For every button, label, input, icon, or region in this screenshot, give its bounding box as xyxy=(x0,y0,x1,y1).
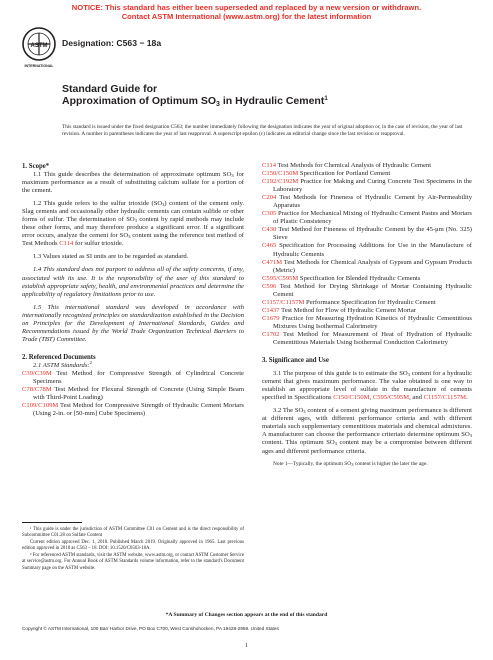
designation: Designation: C563 − 18a xyxy=(62,38,162,48)
section-2-heading: 2. Referenced Documents xyxy=(22,353,96,361)
ref-link-c1157[interactable]: C1157/C1157M xyxy=(423,394,466,402)
reference-title: Practice for Mechanical Mixing of Hydraulic Cement Pastes and Mortars of Plastic Consistency xyxy=(273,210,472,226)
paragraph-1-2: 1.2 This guide refers to the sulfur trioxide $(SO_3)$ content of the cement only. Slag cements and occasionally other hydraulic cements can contain sulfide or other forms of sulfur. The determination of $SO_3$ content by rapid methods may include these other forms, and may therefore produce a significant error. If a significant error occurs, analyze the cement for $SO_3$ content using the reference test method of Test Methods C114 for sulfur trioxide. xyxy=(22,200,245,248)
reference-title: Specification for Portland Cement xyxy=(298,170,391,178)
reference-item xyxy=(22,370,244,386)
reference-link[interactable]: C109/C109M xyxy=(22,402,59,410)
reference-link[interactable]: C150/C150M xyxy=(262,170,299,178)
reference-item xyxy=(262,315,472,331)
reference-link[interactable]: C39/C39M xyxy=(22,369,52,377)
reference-link[interactable]: C471M xyxy=(262,258,283,266)
astm-logo-icon xyxy=(22,26,56,72)
reference-link[interactable]: C1437 xyxy=(262,306,280,314)
paragraph-1-4: 1.4 This standard does not purport to address all of the safety concerns, if any, associated with its use. It is the responsibility of the user of this standard to establish appropriate safety, health, and environmental practices and determine the applicability of regulatory limitations prior to use. xyxy=(22,266,244,298)
reference-link[interactable]: C1157/C1157M xyxy=(262,298,305,306)
designation-explanation: This standard is issued under the fixed designation C563; the number immediately following the designation indicates the year of original adoption or, in the case of revision, the year of last revision. A number in parentheses indicates the year of last reapproval. A superscript epsilon (ε) indicates an editorial change since the last revision or reapproval. xyxy=(62,124,463,137)
ref-link-c114[interactable]: C114 xyxy=(59,240,74,248)
paragraph-1-3: 1.3 Values stated as SI units are to be regarded as standard. xyxy=(33,253,189,261)
summary-of-changes-notice: *A Summary of Changes section appears at the end of this standard xyxy=(165,612,328,618)
reference-title: Test Method for Compressive Strength of Hydraulic Cement Mortars (Using 2-in. or [50-mm] Cube Specimens) xyxy=(33,402,244,418)
reference-link[interactable]: C204 xyxy=(262,194,277,202)
reference-title: Test Method for Fineness of Hydraulic Cement by the 45-μm (No. 325) Sieve xyxy=(273,226,472,242)
paragraph-1-5: 1.5 This international standard was developed in accordance with internationally recognized principles on standardization established in the Decision on Principles for the Development of International Standards, Guides and Recommendations issued by the World Trade Organization Technical Barriers to Trade (TBT) Committee. xyxy=(22,303,244,343)
svg-text:ASTM: ASTM xyxy=(30,43,48,49)
reference-link[interactable]: C1702 xyxy=(262,330,280,338)
reference-link[interactable]: C305 xyxy=(262,210,277,218)
reference-item xyxy=(262,194,472,210)
paragraph-3-2: 3.2 The $SO_3$ content of a cement giving maximum performance is different at different ages, with different performance criteria and with different materials such supplementary cementitious materials and chemical admixtures. A manufacturer can choose the performance criteriato determine optimum $SO_3$ content. This optimum $SO_3$ content may be a compromise between different ages and different performance criteria. xyxy=(262,407,472,455)
reference-item xyxy=(262,299,472,307)
reference-link[interactable]: C595/C595M xyxy=(262,274,299,282)
reference-title: Test Method for Drying Shrinkage of Mortar Containing Hydraulic Cement xyxy=(273,282,472,298)
reference-title: Specification for Processing Additions for Use in the Manufacture of Hydraulic Cements xyxy=(273,242,472,258)
copyright-line: Copyright © ASTM International, 100 Barr Harbor Drive, PO Box C700, West Conshohocken, PA 19428-2959. United States xyxy=(22,626,279,631)
ref-link-c150[interactable]: C150/C150M xyxy=(333,394,370,402)
reference-link[interactable]: C1679 xyxy=(262,314,280,322)
svg-text:INTERNATIONAL: INTERNATIONAL xyxy=(24,64,54,68)
reference-link[interactable]: C596 xyxy=(262,282,277,290)
reference-item xyxy=(262,170,472,178)
footnotes xyxy=(22,527,244,573)
reference-item xyxy=(22,402,244,418)
title-line-1: Standard Guide for xyxy=(62,83,158,95)
right-column xyxy=(262,162,472,468)
reference-title: Practice for Making and Curing Concrete Test Specimens in the Laboratory xyxy=(273,178,472,194)
left-column xyxy=(22,162,244,418)
reference-item xyxy=(262,259,472,275)
reference-link[interactable]: C78/C78M xyxy=(22,386,52,394)
reference-item xyxy=(262,242,472,258)
notice-line-1: NOTICE: This standard has either been superseded and replaced by a new version or withdrawn. xyxy=(71,3,422,12)
reference-link[interactable]: C430 xyxy=(262,226,277,234)
section-1-heading: 1. Scope* xyxy=(22,163,50,170)
reference-item xyxy=(262,178,472,194)
reference-title: Test Methods for Fineness of Hydraulic Cement by Air-Permeability Apparatus xyxy=(273,194,472,210)
reference-item xyxy=(22,386,244,402)
reference-title: Test Method for Compressive Strength of Cylindrical Concrete Specimens xyxy=(33,369,244,385)
paragraph-1-1: 1.1 This guide describes the determination of approximate optimum $SO_3$ for maximum performance as a result of substituting calcium sulfate for a portion of the cement. xyxy=(22,171,244,195)
paragraph-3-1: 3.1 The purpose of this guide is to estimate the $SO_3$ content for a hydraulic cement that gives maximum performance. The value obtained is one way to establish an appropriate level of sulfate in the manufacture of cements specified in Specifications C150/C150M, C595/C595M, and C1157/C1157M. xyxy=(262,370,472,402)
note-1: Note 1—Typically, the optimum $SO_3$ content is higher the later the age. xyxy=(273,460,428,467)
reference-title: Test Method for Flexural Strength of Concrete (Using Simple Beam with Third-Point Loading) xyxy=(33,386,244,402)
paragraph-2-1: 2.1 ASTM Standards:$^2$ xyxy=(33,359,92,369)
reference-item xyxy=(262,307,472,315)
reference-link[interactable]: C114 xyxy=(262,162,277,169)
ref-link-c595[interactable]: C595/C595M xyxy=(372,394,410,402)
notice-line-2: Contact ASTM International (www.astm.org) for the latest information xyxy=(121,12,372,21)
reference-item xyxy=(262,275,472,283)
footnote-1: ¹ This guide is under the jurisdiction of ASTM Committee C01 on Cement and is the direct responsibility of Subcommittee C01.28 on Sulfate Content xyxy=(22,527,244,539)
footnote-2: ² For referenced ASTM standards, visit the ASTM website, www.astm.org, or contact ASTM Customer Service at service@astm.org. For Annual Book of ASTM Standards volume information, refer to the standard's Document Summary page on the ASTM website. xyxy=(22,553,244,571)
page-number: 1 xyxy=(245,643,248,649)
superseded-notice xyxy=(0,3,493,21)
reference-link[interactable]: C192/C192M xyxy=(262,178,299,186)
reference-item xyxy=(262,283,472,299)
reference-title: Performance Specification for Hydraulic Cement xyxy=(304,298,436,306)
reference-item xyxy=(262,210,472,226)
reference-item xyxy=(262,331,472,347)
title-line-2: Approximation of Optimum $SO_3$ in Hydraulic Cement$^1$ xyxy=(62,95,328,108)
reference-title: Specification for Blended Hydraulic Cements xyxy=(298,274,421,282)
footnote-1-edition: Current edition approved Dec. 1, 2018. Published March 2019. Originally approved in 1965. Last previous edition approved in 2018 as C563 – 18. DOI: 10.1520/C0563-18A. xyxy=(22,540,244,552)
reference-link[interactable]: C465 xyxy=(262,242,277,250)
reference-title: Test Methods for Chemical Analysis of Hydraulic Cement xyxy=(276,162,432,169)
footnote-rule xyxy=(22,522,82,523)
reference-item xyxy=(262,162,472,170)
reference-title: Practice for Measuring Hydration Kinetics of Hydraulic Cementitious Mixtures Using Isothermal Calorimetry xyxy=(273,314,472,330)
reference-title: Test Method for Flow of Hydraulic Cement Mortar xyxy=(279,306,416,314)
reference-item xyxy=(262,226,472,242)
section-3-heading: 3. Significance and Use xyxy=(262,357,329,365)
reference-title: Test Method for Measurement of Heat of Hydration of Hydraulic Cementitious Materials Using Isothermal Conduction Calorimetry xyxy=(273,330,472,347)
reference-title: Test Methods for Chemical Analysis of Gypsum and Gypsum Products (Metric) xyxy=(273,258,472,274)
